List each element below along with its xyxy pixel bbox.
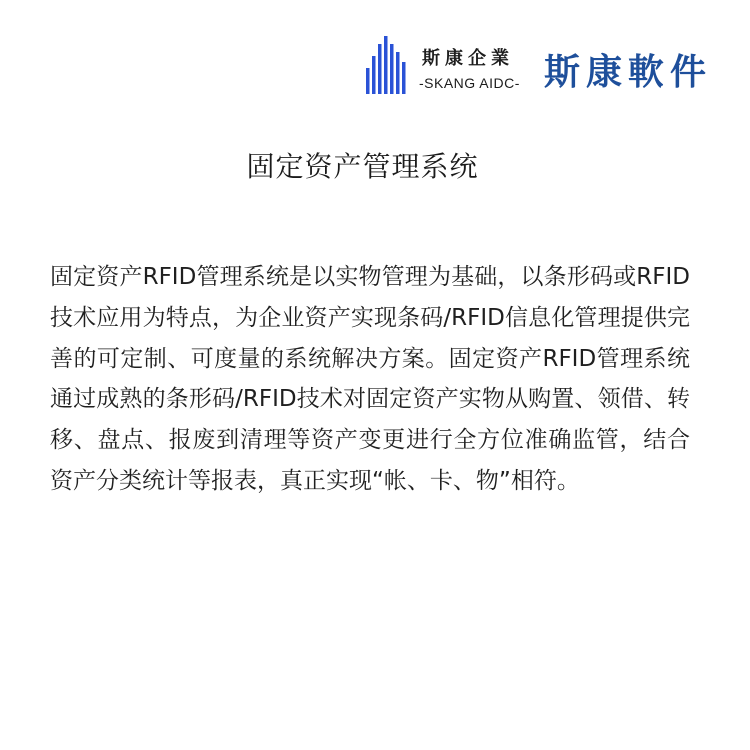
barcode-bars-icon xyxy=(366,36,410,96)
company-name-en: -SKANG AIDC- xyxy=(419,75,520,91)
brand-name: 斯康軟件 xyxy=(544,51,713,93)
page-title: 固定资产管理系统 xyxy=(246,150,479,183)
company-logo-icon xyxy=(366,36,410,96)
company-name-cn: 斯康企業 xyxy=(422,48,514,69)
description-paragraph: 固定资产RFID管理系统是以实物管理为基础，以条形码或RFID技术应用为特点，为企业资产实现条码/RFID信息化管理提供完善的可定制、可度量的系统解决方案。固定资产RFID管理系统通过成熟的条形码/RFID技术对固定资产实物从购置、领借、转移、盘点、报废到清理等资产变更进行全方位准确监管，结合资产分类统计等报表，真正实现“帐、卡、物”相符。 xyxy=(50,264,690,494)
